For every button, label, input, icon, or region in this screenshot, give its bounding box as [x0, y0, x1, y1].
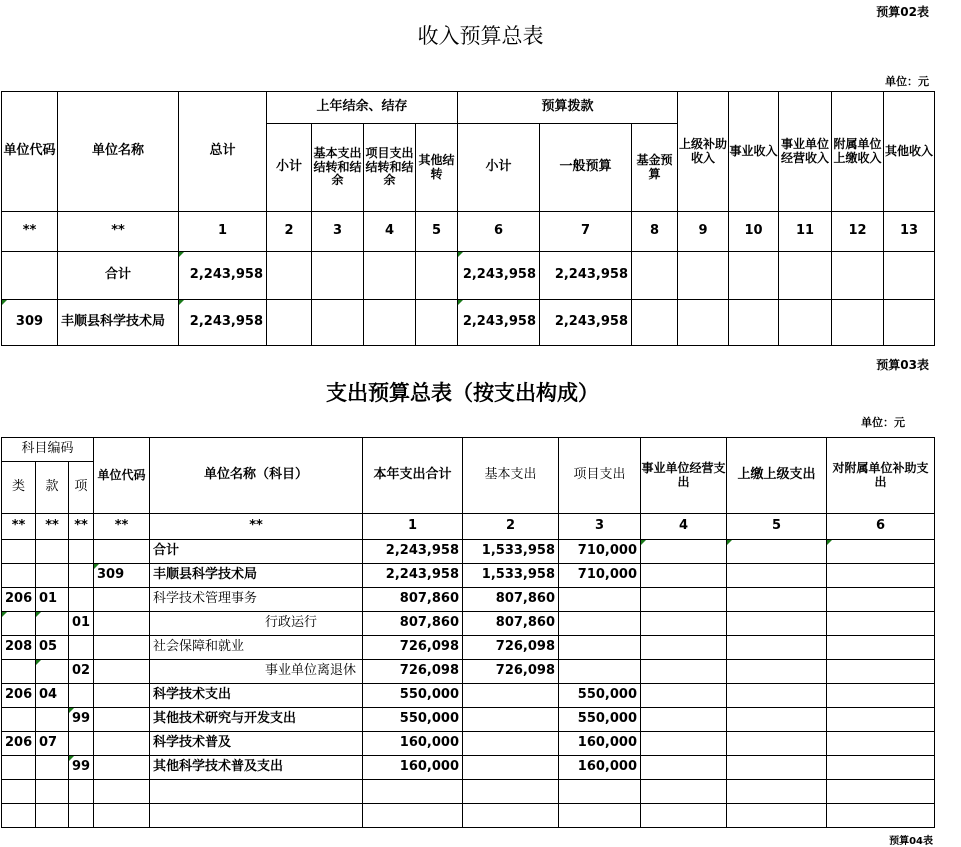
row-total: 726,098 [363, 660, 463, 684]
expense-budget-table [1, 437, 935, 828]
hdr-unit-name-subject: 单位名称（科目） [150, 438, 363, 514]
empty-row [2, 780, 935, 804]
table-row [2, 660, 935, 684]
hdr-appropriation-group: 预算拨款 [458, 92, 678, 124]
row-name: 科学技术管理事务 [150, 588, 363, 612]
hdr-total: 总计 [179, 92, 267, 212]
hdr-subject-code: 科目编码 [2, 438, 94, 462]
unit-total: 2,243,958 [179, 300, 267, 346]
index-cell: ** [2, 514, 36, 540]
hdr-unit-code: 单位代码 [2, 92, 58, 212]
index-cell: 3 [312, 212, 364, 252]
index-cell: 6 [827, 514, 935, 540]
index-cell: 9 [678, 212, 729, 252]
table02-total-row [2, 252, 935, 300]
table02-unit: 单位：元 [885, 75, 929, 88]
index-cell: 4 [641, 514, 727, 540]
row-total: 2,243,958 [363, 564, 463, 588]
row-basic: 726,098 [463, 636, 559, 660]
index-cell: 5 [727, 514, 827, 540]
hdr-general-budget: 一般预算 [540, 124, 632, 212]
row-total: 807,860 [363, 612, 463, 636]
row-project: 710,000 [559, 540, 641, 564]
hdr-operating-income: 事业单位经营收入 [779, 92, 832, 212]
row-name: 科学技术支出 [150, 684, 363, 708]
row-unit-code: 309 [94, 564, 150, 588]
hdr-upper-subsidy: 上级补助收入 [678, 92, 729, 212]
table-row [2, 588, 935, 612]
table03-tag: 预算03表 [876, 358, 929, 372]
table-row [2, 564, 935, 588]
hdr-other-income: 其他收入 [884, 92, 935, 212]
total-general-budget: 2,243,958 [540, 252, 632, 300]
unit-subtotal-b: 2,243,958 [458, 300, 540, 346]
row-name: 事业单位离退休 [150, 660, 363, 684]
index-cell: 12 [832, 212, 884, 252]
index-cell: 2 [463, 514, 559, 540]
row-total: 807,860 [363, 588, 463, 612]
hdr-subtotal-b: 小计 [458, 124, 540, 212]
hdr-lei: 类 [2, 462, 36, 514]
hdr-basic: 基本支出 [463, 438, 559, 514]
row-kuan: 01 [36, 588, 69, 612]
hdr-basic-carry: 基本支出结转和结余 [312, 124, 364, 212]
table02-tag: 预算02表 [876, 5, 929, 19]
index-cell: 4 [364, 212, 416, 252]
hdr-affiliated: 对附属单位补助支出 [827, 438, 935, 514]
row-total: 550,000 [363, 684, 463, 708]
index-cell: 1 [179, 212, 267, 252]
row-basic: 1,533,958 [463, 564, 559, 588]
table02-index-row [2, 212, 935, 252]
index-cell: 7 [540, 212, 632, 252]
index-cell: 10 [729, 212, 779, 252]
hdr-business-income: 事业收入 [729, 92, 779, 212]
table03-unit: 单位：元 [861, 416, 905, 429]
hdr-fund-budget: 基金预算 [632, 124, 678, 212]
empty-row [2, 804, 935, 828]
footer-tag: 预算04表 [889, 836, 933, 847]
hdr-unit-name: 单位名称 [58, 92, 179, 212]
unit-general-budget: 2,243,958 [540, 300, 632, 346]
row-kuan: 07 [36, 732, 69, 756]
row-basic: 807,860 [463, 588, 559, 612]
index-cell: ** [94, 514, 150, 540]
row-project: 710,000 [559, 564, 641, 588]
row-basic: 807,860 [463, 612, 559, 636]
row-name: 丰顺县科学技术局 [150, 564, 363, 588]
row-name: 其他技术研究与开发支出 [150, 708, 363, 732]
hdr-project-carry: 项目支出结转和结余 [364, 124, 416, 212]
row-project: 550,000 [559, 684, 641, 708]
row-lei: 206 [2, 684, 36, 708]
row-xiang: 99 [69, 708, 94, 732]
index-cell: ** [58, 212, 179, 252]
row-total: 726,098 [363, 636, 463, 660]
table02-unit-row [2, 300, 935, 346]
table03-index-row [2, 514, 935, 540]
index-cell: 3 [559, 514, 641, 540]
index-cell: 6 [458, 212, 540, 252]
index-cell: 5 [416, 212, 458, 252]
row-xiang: 01 [69, 612, 94, 636]
hdr-affiliated-income: 附属单位上缴收入 [832, 92, 884, 212]
row-basic: 726,098 [463, 660, 559, 684]
hdr-subtotal-a: 小计 [267, 124, 312, 212]
index-cell: ** [2, 212, 58, 252]
total-subtotal-b: 2,243,958 [458, 252, 540, 300]
hdr-year-total: 本年支出合计 [363, 438, 463, 514]
index-cell: ** [150, 514, 363, 540]
table-row [2, 612, 935, 636]
total-amount: 2,243,958 [179, 252, 267, 300]
row-project: 550,000 [559, 708, 641, 732]
row-project: 160,000 [559, 756, 641, 780]
index-cell: 13 [884, 212, 935, 252]
row-lei: 206 [2, 588, 36, 612]
unit-code: 309 [2, 300, 58, 346]
index-cell: 1 [363, 514, 463, 540]
table02-title: 收入预算总表 [417, 24, 544, 48]
row-total: 160,000 [363, 756, 463, 780]
row-lei: 208 [2, 636, 36, 660]
index-cell: 2 [267, 212, 312, 252]
index-cell: 8 [632, 212, 678, 252]
row-lei: 206 [2, 732, 36, 756]
table-row [2, 708, 935, 732]
hdr-project: 项目支出 [559, 438, 641, 514]
index-cell: 11 [779, 212, 832, 252]
row-name: 社会保障和就业 [150, 636, 363, 660]
hdr-upper: 上缴上级支出 [727, 438, 827, 514]
table-row [2, 732, 935, 756]
unit-name: 丰顺县科学技术局 [58, 300, 179, 346]
row-total: 160,000 [363, 732, 463, 756]
hdr-last-year-group: 上年结余、结存 [267, 92, 458, 124]
row-kuan: 05 [36, 636, 69, 660]
index-cell: ** [36, 514, 69, 540]
row-total: 550,000 [363, 708, 463, 732]
table-row [2, 540, 935, 564]
index-cell: ** [69, 514, 94, 540]
row-xiang: 02 [69, 660, 94, 684]
row-kuan: 04 [36, 684, 69, 708]
table-row [2, 684, 935, 708]
row-basic: 1,533,958 [463, 540, 559, 564]
hdr-unit-code: 单位代码 [94, 438, 150, 514]
income-budget-table [1, 91, 935, 346]
hdr-xiang: 项 [69, 462, 94, 514]
hdr-operating: 事业单位经营支出 [641, 438, 727, 514]
row-project: 160,000 [559, 732, 641, 756]
table-row [2, 756, 935, 780]
hdr-kuan: 款 [36, 462, 69, 514]
row-name: 行政运行 [150, 612, 363, 636]
row-name: 其他科学技术普及支出 [150, 756, 363, 780]
total-label: 合计 [58, 252, 179, 300]
row-xiang: 99 [69, 756, 94, 780]
row-total: 2,243,958 [363, 540, 463, 564]
table03-title: 支出预算总表（按支出构成） [326, 381, 599, 405]
row-name: 合计 [150, 540, 363, 564]
table-row [2, 636, 935, 660]
row-name: 科学技术普及 [150, 732, 363, 756]
hdr-other-carry: 其他结转 [416, 124, 458, 212]
